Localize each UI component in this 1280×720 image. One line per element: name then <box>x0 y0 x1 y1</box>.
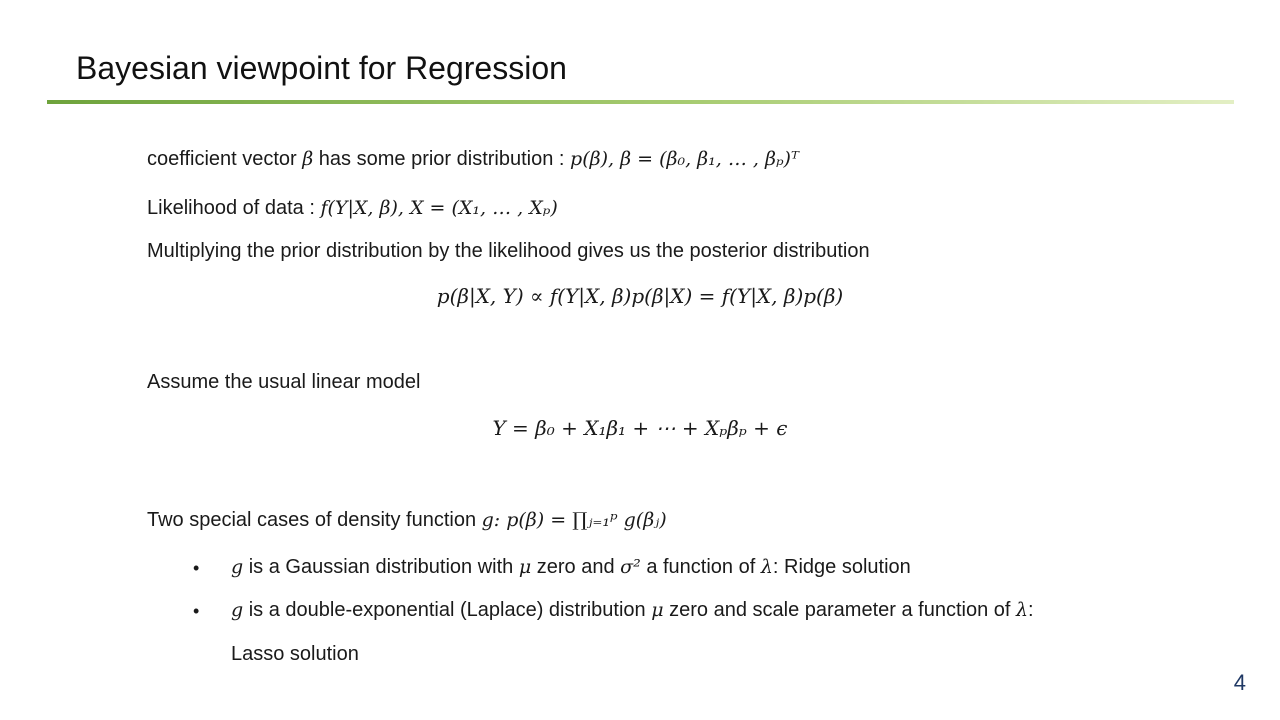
g-symbol: g <box>231 599 244 621</box>
lasso-text-b: zero and scale parameter a function of <box>663 599 1016 621</box>
density-formula: g: p(β) = ∏ⱼ₌₁ᵖ g(βⱼ) <box>481 509 667 531</box>
page-number: 4 <box>1233 670 1246 695</box>
ridge-text-b: zero and <box>531 556 621 578</box>
lasso-text-a: is a double-exponential (Laplace) distribution <box>243 599 652 621</box>
density-text: Two special cases of density function <box>147 509 482 531</box>
lasso-solution-text: Lasso solution <box>231 643 359 665</box>
sigma-squared-symbol: σ² <box>620 556 641 578</box>
ridge-text-a: is a Gaussian distribution with <box>243 556 519 578</box>
density-function-line <box>147 509 667 532</box>
bullet-lasso <box>231 599 1034 622</box>
prior-text-mid: has some prior distribution : <box>313 148 571 170</box>
likelihood-line <box>147 197 558 220</box>
posterior-equation: p(β|X, Y) ∝ f(Y|X, β)p(β|X) = f(Y|X, β)p(β) <box>436 284 844 308</box>
likelihood-text: Likelihood of data : <box>147 197 321 219</box>
linear-model-text: Assume the usual linear model <box>147 371 421 393</box>
bullet-ridge <box>231 556 911 579</box>
likelihood-formula: f(Y|X, β), X = (X₁, … , Xₚ) <box>320 197 558 219</box>
prior-formula: p(β), β = (β₀, β₁, … , βₚ)ᵀ <box>570 148 799 170</box>
ridge-text-d: : Ridge solution <box>772 556 911 578</box>
posterior-description: Multiplying the prior distribution by the likelihood gives us the posterior distribution <box>147 240 870 262</box>
slide-title: Bayesian viewpoint for Regression <box>76 50 567 86</box>
prior-line <box>147 148 799 171</box>
lasso-text-c: : <box>1028 599 1034 621</box>
title-underline <box>47 100 1234 104</box>
bullet-marker-2: • <box>193 601 200 621</box>
linear-model-equation: Y = β₀ + X₁β₁ + ⋯ + Xₚβₚ + ϵ <box>492 416 788 440</box>
prior-text: coefficient vector <box>147 148 303 170</box>
mu-symbol: μ <box>518 556 532 578</box>
mu-symbol: μ <box>651 599 664 621</box>
lambda-symbol: λ <box>760 556 773 578</box>
g-symbol: g <box>231 556 244 578</box>
bullet-marker-1: • <box>193 558 200 578</box>
ridge-text-c: a function of <box>640 556 761 578</box>
beta-symbol: β <box>302 148 314 170</box>
lambda-symbol: λ <box>1015 599 1029 621</box>
